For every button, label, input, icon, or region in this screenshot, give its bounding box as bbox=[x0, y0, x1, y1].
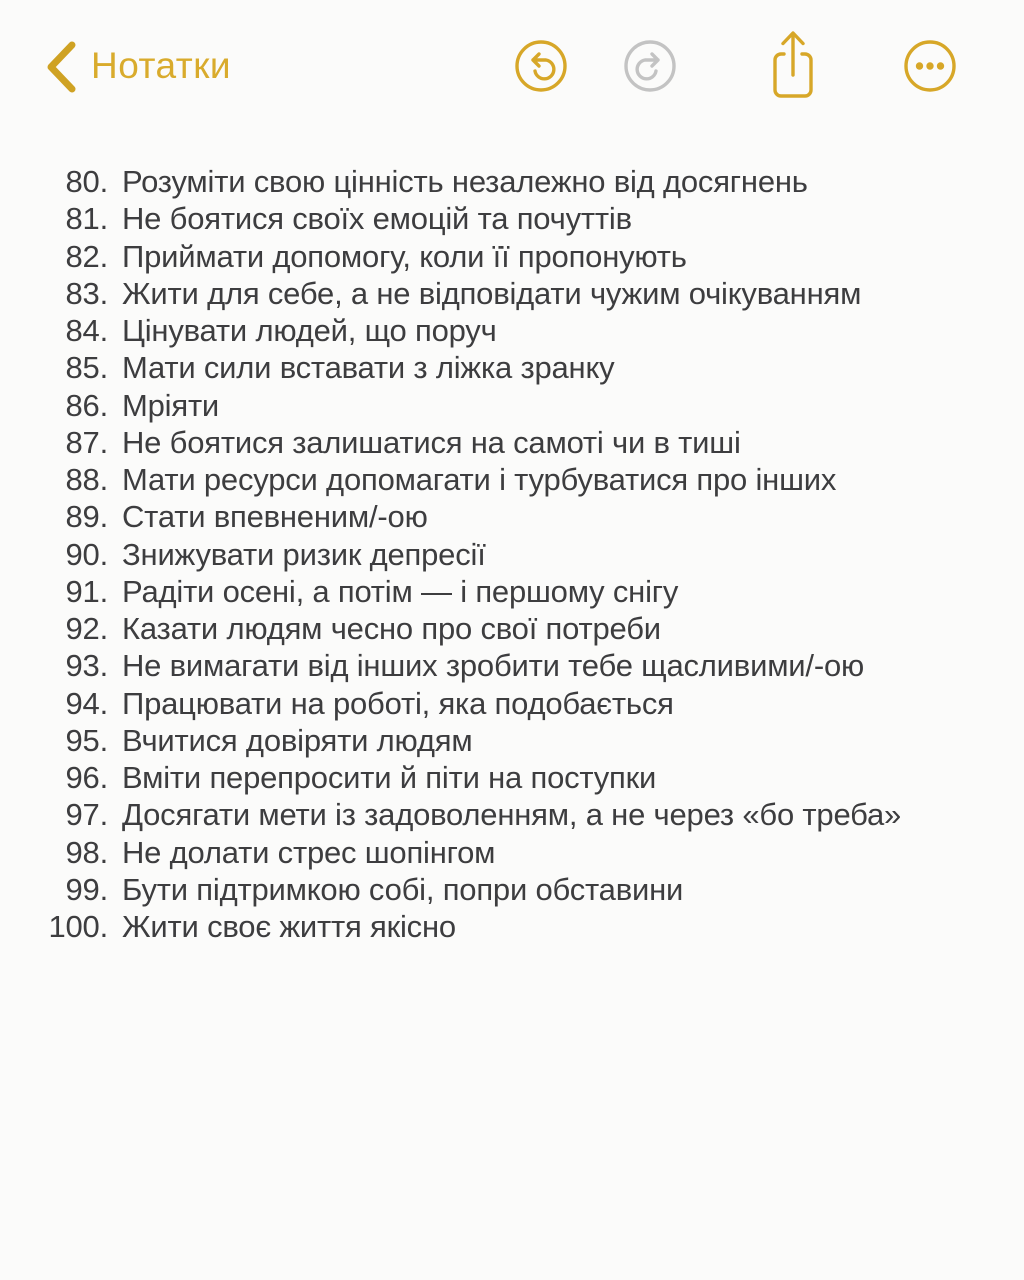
list-item-text: Стати впевненим/-ою bbox=[122, 499, 428, 535]
list-item-number: 86. bbox=[65, 387, 108, 423]
list-item[interactable] bbox=[0, 163, 1024, 200]
list-item[interactable] bbox=[0, 200, 1024, 237]
list-item-number: 97. bbox=[65, 797, 108, 833]
list-item-text: Мати сили вставати з ліжка зранку bbox=[122, 350, 615, 386]
list-item-text: Знижувати ризик депресії bbox=[122, 536, 486, 572]
list-item-text: Бути підтримкою собі, попри обставини bbox=[122, 871, 684, 907]
list-item[interactable] bbox=[0, 387, 1024, 424]
list-item-text: Вміти перепросити й піти на поступки bbox=[122, 760, 657, 795]
list-item-number: 90. bbox=[65, 536, 108, 572]
list-item-number: 92. bbox=[65, 611, 108, 646]
undo-button[interactable] bbox=[514, 39, 568, 93]
redo-button[interactable] bbox=[623, 39, 677, 93]
list-item-text: Не вимагати від інших зробити тебе щасливими/-ою bbox=[122, 648, 865, 684]
list-item-number: 100. bbox=[48, 909, 108, 944]
list-item-number: 93. bbox=[65, 648, 108, 684]
list-item-number: 98. bbox=[65, 834, 108, 870]
list-item[interactable] bbox=[0, 312, 1024, 349]
list-item-text: Працювати на роботі, яка подобається bbox=[122, 685, 674, 721]
chevron-left-icon bbox=[44, 40, 78, 94]
list-item-text: Досягати мети із задоволенням, а не через «бо треба» bbox=[122, 797, 902, 833]
list-item-number: 88. bbox=[65, 462, 108, 497]
list-item-text: Жити для себе, а не відповідати чужим очікуванням bbox=[122, 275, 862, 311]
list-item[interactable] bbox=[0, 424, 1024, 461]
list-item-number: 96. bbox=[65, 760, 108, 795]
list-item-number: 80. bbox=[65, 164, 108, 199]
list-item[interactable] bbox=[0, 759, 1024, 796]
list-item-number: 89. bbox=[65, 499, 108, 535]
list-item[interactable] bbox=[0, 685, 1024, 722]
list-item-number: 87. bbox=[65, 424, 108, 460]
list-item-text: Мати ресурси допомагати і турбуватися про інших bbox=[122, 462, 837, 497]
redo-icon bbox=[623, 39, 677, 93]
list-item-number: 84. bbox=[65, 313, 108, 348]
list-item-number: 91. bbox=[65, 573, 108, 609]
note-list[interactable] bbox=[0, 163, 1024, 945]
back-button-label: Нотатки bbox=[91, 44, 232, 86]
list-item[interactable] bbox=[0, 796, 1024, 833]
list-item-number: 95. bbox=[65, 722, 108, 758]
list-item[interactable] bbox=[0, 536, 1024, 573]
back-button[interactable] bbox=[44, 38, 231, 96]
undo-icon bbox=[514, 39, 568, 93]
list-item[interactable] bbox=[0, 349, 1024, 386]
list-item-text: Не боятися залишатися на самоті чи в тиші bbox=[122, 424, 741, 460]
list-item-text: Вчитися довіряти людям bbox=[122, 722, 473, 758]
list-item-number: 82. bbox=[65, 238, 108, 274]
list-item[interactable] bbox=[0, 722, 1024, 759]
list-item[interactable] bbox=[0, 573, 1024, 610]
list-item[interactable] bbox=[0, 871, 1024, 908]
list-item-text: Казати людям чесно про свої потреби bbox=[122, 611, 661, 646]
more-button[interactable] bbox=[903, 39, 957, 93]
share-button[interactable] bbox=[768, 26, 818, 102]
list-item[interactable] bbox=[0, 238, 1024, 275]
list-item[interactable] bbox=[0, 275, 1024, 312]
list-item[interactable] bbox=[0, 647, 1024, 684]
list-item[interactable] bbox=[0, 834, 1024, 871]
list-item[interactable] bbox=[0, 908, 1024, 945]
list-item-text: Мріяти bbox=[122, 387, 220, 423]
list-item-number: 83. bbox=[65, 275, 108, 311]
more-ellipsis-icon bbox=[903, 39, 957, 93]
list-item-text: Жити своє життя якісно bbox=[122, 909, 456, 944]
list-item[interactable] bbox=[0, 498, 1024, 535]
list-item-text: Не долати стрес шопінгом bbox=[122, 834, 496, 870]
list-item[interactable] bbox=[0, 461, 1024, 498]
list-item-number: 85. bbox=[65, 350, 108, 386]
list-item[interactable] bbox=[0, 610, 1024, 647]
share-icon bbox=[768, 26, 818, 102]
list-item-number: 94. bbox=[65, 685, 108, 721]
list-item-text: Приймати допомогу, коли її пропонують bbox=[122, 238, 687, 274]
list-item-text: Цінувати людей, що поруч bbox=[122, 313, 497, 348]
list-item-text: Не боятися своїх емоцій та почуттів bbox=[122, 201, 632, 237]
list-item-text: Розуміти свою цінність незалежно від досягнень bbox=[122, 164, 808, 199]
list-item-text: Радіти осені, а потім — і першому снігу bbox=[122, 573, 679, 609]
list-item-number: 99. bbox=[65, 871, 108, 907]
list-item-number: 81. bbox=[65, 201, 108, 237]
